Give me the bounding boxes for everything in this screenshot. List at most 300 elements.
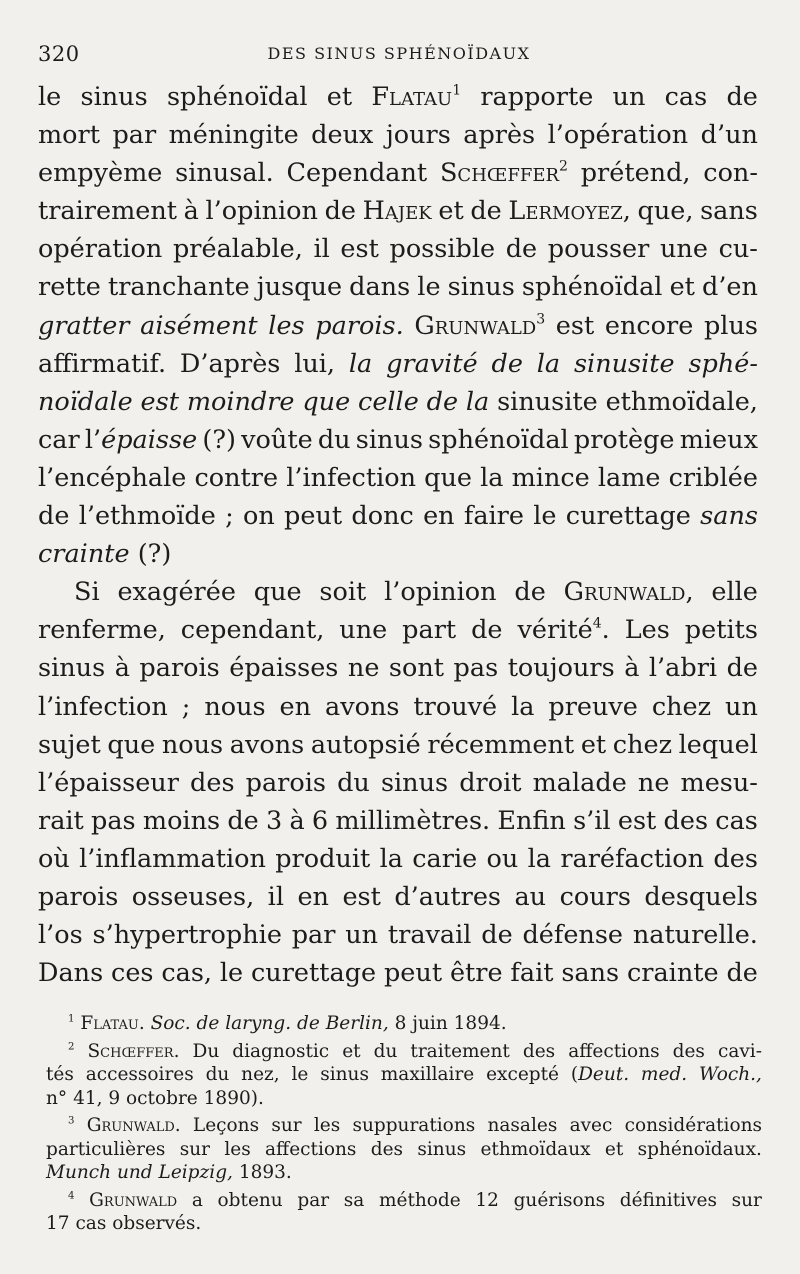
word [665,78,708,116]
text-run: toujours [507,653,615,684]
word [528,840,551,878]
word [325,688,399,726]
word [514,878,546,916]
word [284,497,342,535]
word [381,1063,475,1087]
text-run: de [196,1013,220,1034]
word [533,497,556,535]
text-run: pas [453,653,499,684]
text-run: trairement [38,196,178,227]
text-run: sinus [380,767,449,798]
text-run: des [190,767,235,798]
word [345,916,378,954]
text-run: prétend, [580,158,691,189]
text-run: sinus [355,424,423,455]
footnote-marker: 3 [536,311,546,328]
text-run: 17 [46,1213,70,1234]
text-run: affections [568,1040,660,1062]
word [410,1040,509,1064]
word [227,802,258,840]
word [126,1087,198,1111]
text-run: excepté [486,1064,560,1085]
text-run: de [324,196,357,227]
text-run: cependant, [180,615,325,646]
text-line [38,116,758,154]
text-run: millimètres. [335,805,491,836]
text-run: cours [559,881,631,912]
word [340,230,378,268]
text-run: de [297,1013,320,1034]
word [561,954,619,992]
text-run: sphénoïdaux. [637,1138,762,1160]
word [424,459,472,497]
text-run: curettage [565,501,691,532]
text-run: avons [229,729,305,760]
text-run: où [38,843,70,874]
word [143,802,220,840]
text-run: faire [463,501,524,532]
text-run: und [116,1162,153,1183]
text-run: nous [204,691,266,722]
text-run: Grunwald [86,1115,175,1136]
text-line [38,421,758,459]
footnote-marker: 2 [68,1040,75,1052]
text-run: et [342,1040,361,1062]
text-line [38,78,758,116]
word [548,688,638,726]
word [471,611,502,649]
word [38,878,118,916]
word [463,116,535,154]
text-run: tés [46,1064,74,1085]
word [497,802,565,840]
text-run: nasales [487,1115,558,1136]
text-run: sans [700,196,758,227]
word [190,764,235,802]
text-run: fait [510,958,554,989]
text-run: la [511,691,535,722]
text-run: (?) [202,424,236,455]
text-line [38,345,758,383]
footnote-line [46,1189,762,1213]
word [46,1212,70,1236]
text-run: traitement [410,1040,510,1062]
text-run: deux [311,120,374,151]
word [414,307,545,345]
text-run: est [340,234,379,265]
text-run: épaisse [101,424,198,455]
text-run: Deut. [578,1064,630,1085]
text-run: octobre [126,1087,198,1109]
word [112,116,156,154]
text-run: empyème [38,158,163,189]
word [574,421,675,459]
text-run: sinusite [573,348,675,379]
page-number: 320 [38,42,80,66]
text-run: ne [347,653,380,684]
footnote-marker: 3 [68,1115,75,1127]
text-run: affections [265,1138,357,1160]
text-run: et [326,82,353,112]
word [220,954,243,992]
word [197,1012,220,1036]
text-run: carie [412,843,478,874]
text-run: , [622,196,631,227]
text-line [38,459,758,497]
word [570,1114,613,1138]
text-run: d’un [700,120,758,151]
text-line [38,649,758,687]
text-run: sur [179,1138,211,1160]
word [117,1161,153,1185]
word [79,497,216,535]
footnote [46,1040,762,1111]
word [327,78,352,116]
text-line [38,802,758,840]
text-run: elle [711,577,758,608]
text-run: un [612,82,646,112]
word [46,1063,74,1087]
text-run: crainte [38,539,130,570]
text-line [38,573,758,611]
footnote [46,1114,762,1185]
word [358,383,419,421]
text-run: sphénoïdal [521,272,663,303]
text-run: une [659,234,708,265]
word [487,840,519,878]
text-run: le [417,272,441,303]
word [560,878,631,916]
word [688,345,758,383]
text-run: Munch [46,1162,112,1183]
word [492,345,523,383]
word [384,954,442,992]
word [518,611,610,649]
text-run: l’infection [286,462,417,493]
word [613,726,672,764]
word [402,611,456,649]
text-run: criblée [668,462,758,493]
word [225,497,234,535]
text-run: un [725,691,758,722]
text-run: Leçons [192,1115,260,1136]
word [349,345,372,383]
text-run: des [663,805,709,836]
text-run: sur [271,1115,302,1136]
word [732,1189,762,1213]
text-run: 1890). [203,1087,264,1109]
text-run: à [624,653,640,684]
word [75,1212,106,1236]
text-run: sinusite [497,386,598,417]
word [132,878,254,916]
text-run: Enfin [497,805,566,836]
word [459,764,521,802]
word [711,573,758,611]
word [68,1114,74,1138]
text-run: du [317,424,351,455]
word [192,1189,203,1213]
text-run: que [107,729,156,760]
text-run: Berlin, [325,1013,389,1034]
word [315,307,403,345]
word [384,573,496,611]
text-run: affirmatif. [38,348,167,379]
text-run: est [555,310,595,341]
footnote-line [46,1063,762,1087]
word [268,307,304,345]
text-run: et [580,729,607,760]
text-run: parois. [315,310,404,341]
text-run: l’opinion [205,196,318,227]
word [412,1012,447,1036]
word [514,573,545,611]
word [241,421,313,459]
text-run: méthode [378,1189,461,1211]
word [556,307,594,345]
text-run: moindre [186,386,295,417]
text-run: 1894. [453,1013,507,1034]
text-run: observés. [112,1213,202,1234]
word [533,764,627,802]
text-line [38,840,758,878]
text-run: par [291,920,336,951]
text-run: cas [715,805,758,836]
text-run: au [514,881,547,912]
text-run: de [726,82,758,112]
word [427,726,574,764]
text-run: tranchante [107,272,250,303]
text-run: cas [75,1213,107,1234]
text-run: la [480,462,504,493]
word [679,726,758,764]
text-run: à [289,805,305,836]
word [89,1189,177,1213]
text-run: il [267,881,284,912]
word [151,1012,191,1036]
word [480,459,503,497]
text-run: naturelle. [632,920,758,951]
word [38,268,101,306]
text-line [38,192,758,230]
word [660,230,708,268]
text-run: Dans [38,958,104,989]
footnote-line [46,1212,762,1236]
word [363,192,432,230]
word [38,497,69,535]
word [38,688,168,726]
text-run: par [297,1189,330,1211]
text-run: sinus [417,1138,467,1160]
word [319,573,366,611]
word [700,497,758,535]
word [566,497,691,535]
word [257,268,342,306]
text-run: s’il [573,805,611,836]
word [325,192,356,230]
word [297,1189,329,1213]
text-line [38,383,758,421]
word [86,1063,194,1087]
word [140,307,257,345]
word [466,383,489,421]
text-run: de [426,386,459,417]
text-run: a [191,1189,203,1211]
text-run: sont [388,653,445,684]
text-run: protège [573,424,675,455]
word [713,840,758,878]
word [108,268,250,306]
word [380,840,403,878]
text-run: sinus [447,272,515,303]
text-run: D’après [179,348,281,379]
text-run: Woch., [698,1064,762,1085]
text-line [38,878,758,916]
word [184,192,199,230]
word [522,268,663,306]
text-run: de [726,958,758,989]
text-run: des [370,1138,404,1160]
word [344,1189,365,1213]
text-run: défense [522,920,624,951]
word [652,688,711,726]
word [413,688,497,726]
word [581,154,691,192]
text-run: parois [38,881,119,912]
word [348,649,380,687]
text-run: l’opinion [384,577,497,608]
word [46,1161,111,1185]
text-run: est [342,881,381,912]
text-run: sinus [320,1064,369,1085]
word [704,307,758,345]
word [311,726,421,764]
word [218,1189,283,1213]
text-run: aisément [140,310,258,341]
text-run: du [373,1040,398,1062]
word [175,154,274,192]
word [726,78,757,116]
word [440,154,568,192]
word [613,78,646,116]
word [641,1063,687,1087]
word [480,78,593,116]
text-run: du [205,1064,230,1085]
text-run: ethmoïdaux [480,1138,591,1160]
text-run: la [536,348,561,379]
text-run: gravité [386,348,478,379]
text-run: sans [561,958,620,989]
text-run: soit [319,577,367,608]
text-run: ces [111,958,154,989]
text-run: l’épaisseur [38,767,179,798]
text-run: l’encéphale [38,462,187,493]
word [193,1114,259,1138]
word [112,1212,201,1236]
text-run: en [297,881,329,912]
text-run: nez, [241,1064,280,1085]
text-run: con- [703,158,758,189]
word [204,1087,264,1111]
word [206,192,318,230]
word [38,307,130,345]
text-run: les [224,1138,251,1160]
word [38,116,100,154]
text-run: Les [624,615,670,646]
text-run: Schœffer [87,1040,174,1062]
word [294,345,335,383]
text-run: l’os [38,920,83,951]
text-run: noïdale [38,386,133,417]
text-run: chez [612,729,673,760]
text-line [38,688,758,726]
word [627,954,719,992]
word [312,802,328,840]
word [571,1063,629,1087]
text-run: d’en [702,272,758,303]
word [46,1087,67,1111]
word [395,1012,407,1036]
text-run: cas [664,82,708,112]
text-run: épaisses [229,653,339,684]
text-run: être [449,958,503,989]
word [703,154,758,192]
text-run: s’hypertrophie [92,920,282,951]
word [68,1012,74,1036]
text-run: pousser [547,234,650,265]
word [486,1063,559,1087]
text-run: en [279,691,312,722]
text-run: les [313,1115,341,1136]
text-run: récemment [427,729,575,760]
word [79,840,266,878]
text-run: méningite [168,120,299,151]
text-line [38,611,758,649]
text-run: la [379,843,403,874]
word [180,345,280,383]
text-run: celle [358,386,419,417]
word [38,840,70,878]
text-run: que [424,462,472,493]
word [412,840,477,878]
text-run: 8 [394,1013,407,1034]
word [574,345,675,383]
word [664,802,709,840]
word [326,1012,389,1036]
word [224,1138,250,1162]
word [481,916,512,954]
text-run: juin [412,1013,448,1034]
footnotes [46,1012,762,1240]
text-run: après [463,120,536,151]
word [38,802,84,840]
text-run: diagnostic [232,1040,330,1062]
text-run: Schœffer [439,158,560,189]
word [266,802,282,840]
text-run: Lermoyez [508,196,623,227]
text-run: raréfaction [560,843,705,874]
footnote-line [46,1012,762,1036]
word [638,192,694,230]
footnote-line [46,1114,762,1138]
text-run: contre [194,462,279,493]
text-run: sinus [38,653,106,684]
body-text [38,78,758,992]
text-run: de [514,577,546,608]
word [88,1040,180,1064]
text-run: l’opération [547,120,689,151]
text-run: avec [569,1115,613,1136]
